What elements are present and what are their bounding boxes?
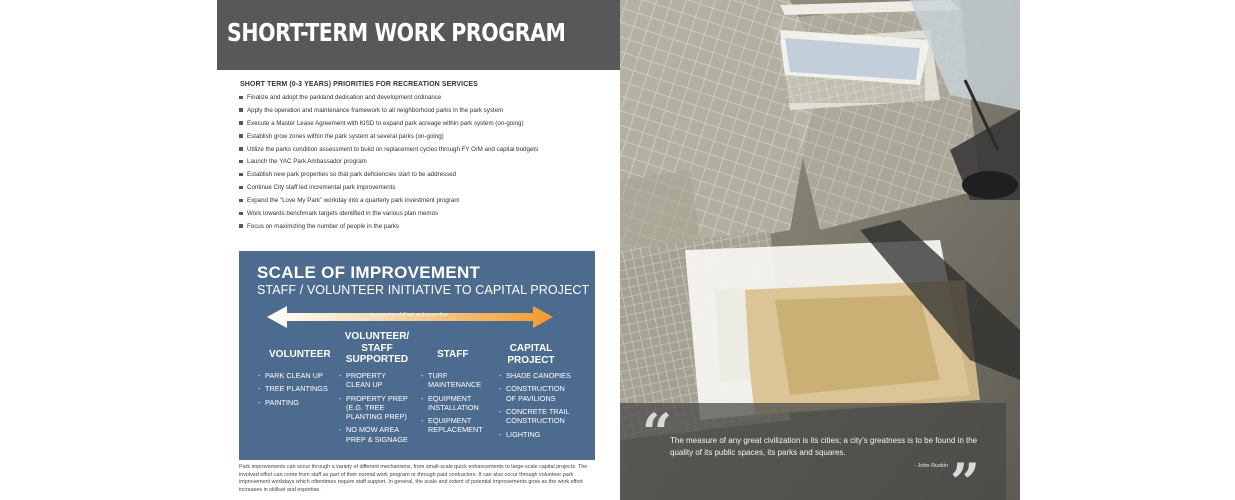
priorities-list — [239, 94, 599, 236]
list-item: - SHADE CANOPIES — [499, 371, 571, 380]
square-bullet-icon — [239, 212, 243, 216]
list-item: - PROPERTY CLEAN UP — [339, 371, 387, 390]
panel-caption: Park improvements can occur through a variety of different mechanisms, from small-scale quick enhancements to large-scale capital projects. The involved effort can come from staff as part of their normal work program or through paid contractors. It can also occur through volunteer park improvement workdays which oftentimes require staff support. In general, the scale and extent of potential improvements grow as the work effort increases in skillset and expertise. — [239, 464, 588, 493]
column-heading-volunteer: VOLUNTEER — [269, 349, 331, 360]
list-item: Establish grow zones within the park system at several parks (on-going) — [239, 133, 599, 146]
list-item: Continue City staff led incremental park improvements — [239, 184, 599, 197]
list-item: - TREE PLANTINGS — [258, 384, 328, 394]
arrow-label: increasing skillset and expertise — [371, 312, 449, 318]
page-title: SHORT-TERM WORK PROGRAM — [227, 18, 566, 47]
capital-items — [499, 371, 571, 443]
square-bullet-icon — [239, 96, 243, 100]
quote-author: - John Ruskin — [914, 463, 949, 469]
list-item: - EQUIPMENT REPLACEMENT — [421, 416, 483, 435]
list-item: Launch the YAC Park Ambassador program — [239, 158, 599, 171]
square-bullet-icon — [239, 173, 243, 177]
list-item: - TURF MAINTENANCE — [421, 371, 482, 390]
document-page-right — [620, 0, 1020, 500]
volunteer-items — [258, 371, 328, 411]
column-heading-capital: CAPITAL PROJECT — [507, 343, 555, 366]
square-bullet-icon — [239, 160, 243, 164]
scale-subtitle: STAFF / VOLUNTEER INITIATIVE TO CAPITAL PROJECT — [257, 283, 590, 297]
square-bullet-icon — [239, 147, 243, 151]
list-item: - CONCRETE TRAIL CONSTRUCTION — [499, 406, 570, 426]
close-quote-icon: ” — [950, 453, 980, 500]
list-item: Focus on maximizing the number of people in the parks — [239, 223, 599, 236]
square-bullet-icon — [239, 186, 243, 190]
list-item: - PROPERTY PREP (E.G. TREE PLANTING PREP) — [339, 393, 408, 421]
page-header — [217, 0, 620, 70]
square-bullet-icon — [239, 134, 243, 138]
priorities-heading: SHORT TERM (0-3 YEARS) PRIORITIES FOR RECREATION SERVICES — [240, 81, 478, 88]
list-item: - CONSTRUCTION OF PAVILIONS — [499, 384, 565, 403]
quote-text: The measure of any great civilization is its cities; a city’s greatness is to be found in the quality of its public spaces, its parks and squares. — [670, 436, 978, 457]
scale-title: SCALE OF IMPROVEMENT — [257, 263, 481, 282]
column-heading-supported: VOLUNTEER/ STAFF SUPPORTED — [344, 331, 410, 365]
list-item: - EQUIPMENT INSTALLATION — [421, 393, 479, 412]
list-item: Work towards benchmark targets identified in the various plan memos — [239, 210, 599, 223]
list-item: - LIGHTING — [499, 429, 541, 439]
staff-items — [421, 371, 483, 439]
column-heading-staff: STAFF — [437, 349, 469, 360]
list-item: - NO MOW AREA PREP & SIGNAGE — [339, 425, 408, 444]
list-item: Execute a Master Lease Agreement with KISD to expand park acreage within park system (on-going) — [239, 120, 599, 133]
list-item: - PARK CLEAN UP — [258, 371, 323, 380]
list-item: - PAINTING — [258, 397, 299, 407]
scale-of-improvement-panel — [239, 251, 595, 460]
open-quote-icon: “ — [642, 403, 672, 464]
list-item: Finalize and adopt the parkland dedication and development ordinance — [239, 94, 599, 107]
list-item: Expand the “Love My Park” workday into a quarterly park investment program — [239, 197, 599, 210]
square-bullet-icon — [239, 121, 243, 125]
square-bullet-icon — [239, 108, 243, 112]
supported-items — [339, 371, 408, 448]
list-item: Establish new park properties so that park deficiencies start to be addressed — [239, 171, 599, 184]
list-item: Utilize the parks condition assessment to build on replacement cycles through FY O/M and capital budgets — [239, 146, 599, 159]
square-bullet-icon — [239, 224, 243, 228]
document-page-left — [217, 0, 620, 500]
list-item: Apply the operation and maintenance framework to all neighborhood parks in the park system — [239, 107, 599, 120]
quote-box — [620, 403, 1006, 500]
square-bullet-icon — [239, 199, 243, 203]
